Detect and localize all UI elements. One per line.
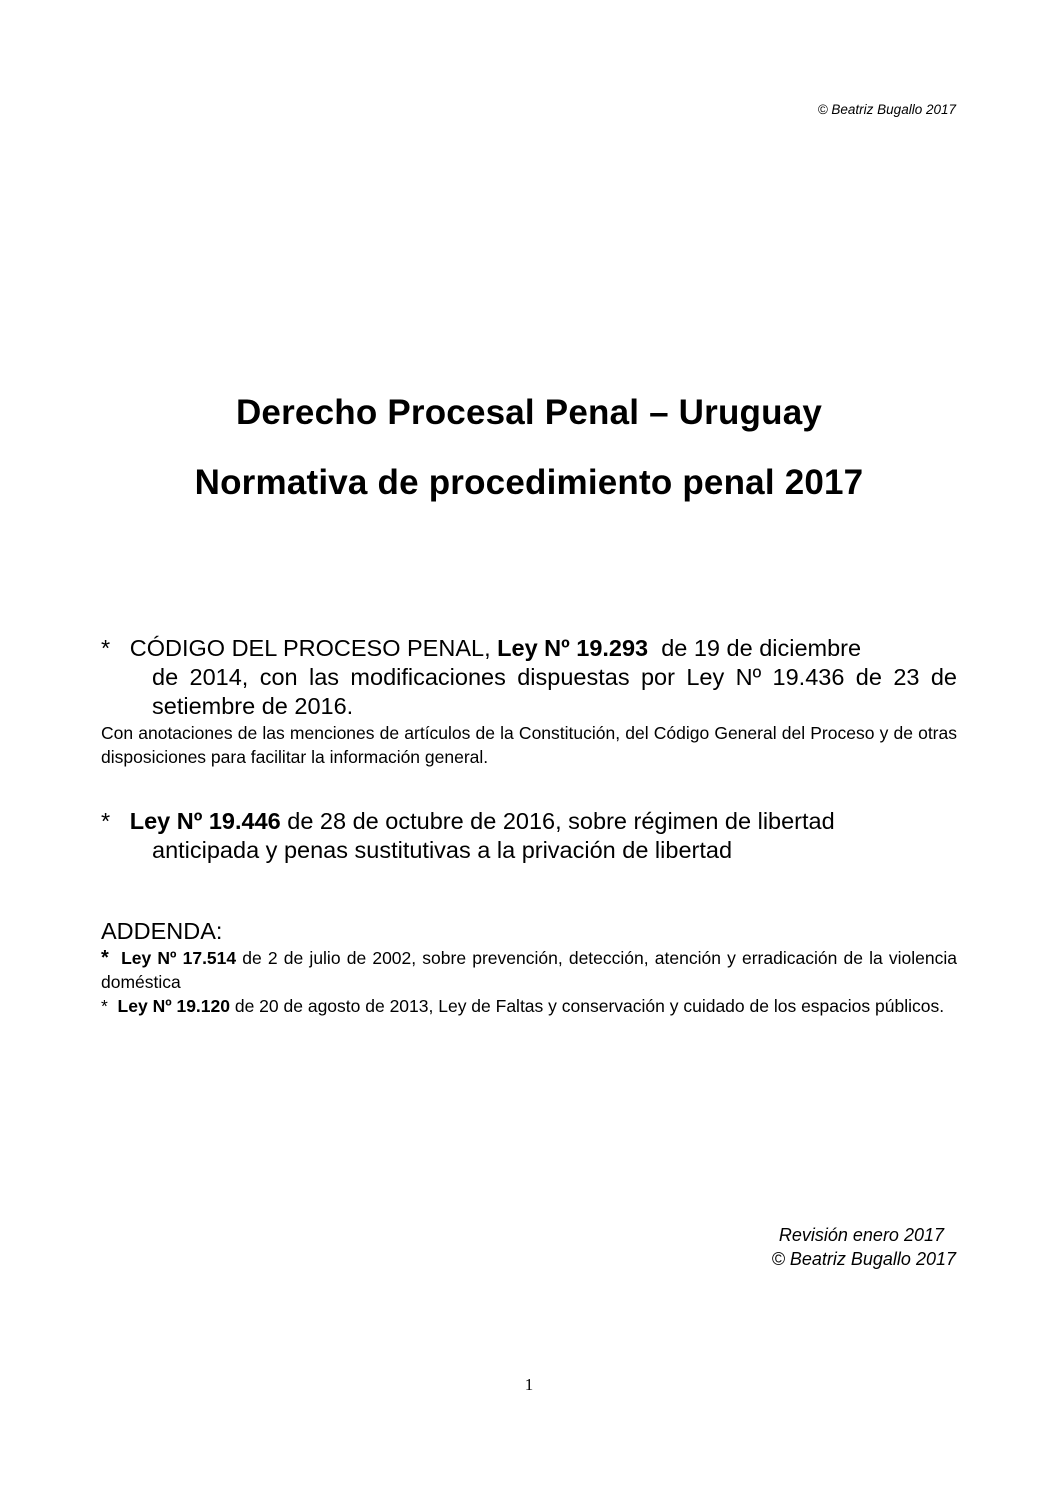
law-item-first-line — [101, 808, 835, 834]
law-item-main-text — [101, 807, 957, 865]
law-number: Ley Nº 19.120 — [117, 996, 230, 1016]
law-item-first-line — [101, 634, 957, 663]
law-item-prefix: CÓDIGO DEL PROCESO PENAL, — [129, 635, 491, 661]
footer-copyright: © Beatriz Bugallo 2017 — [771, 1249, 956, 1269]
document-subtitle: Normativa de procedimiento penal 2017 — [194, 463, 864, 502]
law-item-19446 — [101, 807, 957, 865]
law-number: Ley Nº 19.293 — [497, 635, 649, 661]
header-copyright: © Beatriz Bugallo 2017 — [817, 102, 956, 117]
addenda-heading: ADDENDA: — [101, 918, 223, 944]
revision-date: Revisión enero 2017 — [778, 1225, 944, 1245]
law-item-continuation: de 2014, con las modificaciones dispuestas por Ley Nº 19.436 de 23 de setiembre de 2016. — [152, 664, 957, 719]
addenda-entry — [101, 946, 957, 994]
law-date-start: de 19 de diciembre — [661, 635, 862, 661]
law-number: Ley Nº 17.514 — [121, 948, 237, 968]
law-item-note: Con anotaciones de las menciones de artículos de la Constitución, del Código General del Proceso y de otras disposiciones para facilitar la información general. — [101, 723, 957, 767]
page-number: 1 — [524, 1375, 534, 1394]
footer-block — [772, 1223, 956, 1271]
law-description-start: de 28 de octubre de 2016, sobre régimen de libertad — [287, 808, 835, 834]
addenda-entry — [101, 994, 957, 1018]
law-item-codigo-proceso-penal — [101, 634, 957, 769]
law-item-main-text — [101, 634, 957, 721]
document-title: Derecho Procesal Penal – Uruguay — [235, 393, 823, 432]
addenda-section — [101, 916, 957, 1018]
bullet-asterisk: * — [101, 996, 108, 1016]
law-item-continuation: anticipada y penas sustitutivas a la privación de libertad — [152, 837, 733, 863]
bullet-asterisk: * — [101, 947, 109, 969]
addenda-entry-text: de 20 de agosto de 2013, Ley de Faltas y conservación y cuidado de los espacios públicos. — [234, 996, 945, 1016]
bullet-asterisk: * — [101, 635, 111, 661]
law-number: Ley Nº 19.446 — [129, 808, 281, 834]
bullet-asterisk: * — [101, 808, 111, 834]
addenda-entry-text: de 2 de julio de 2002, sobre prevención, detección, atención y erradicación de la violencia doméstica — [101, 948, 957, 992]
